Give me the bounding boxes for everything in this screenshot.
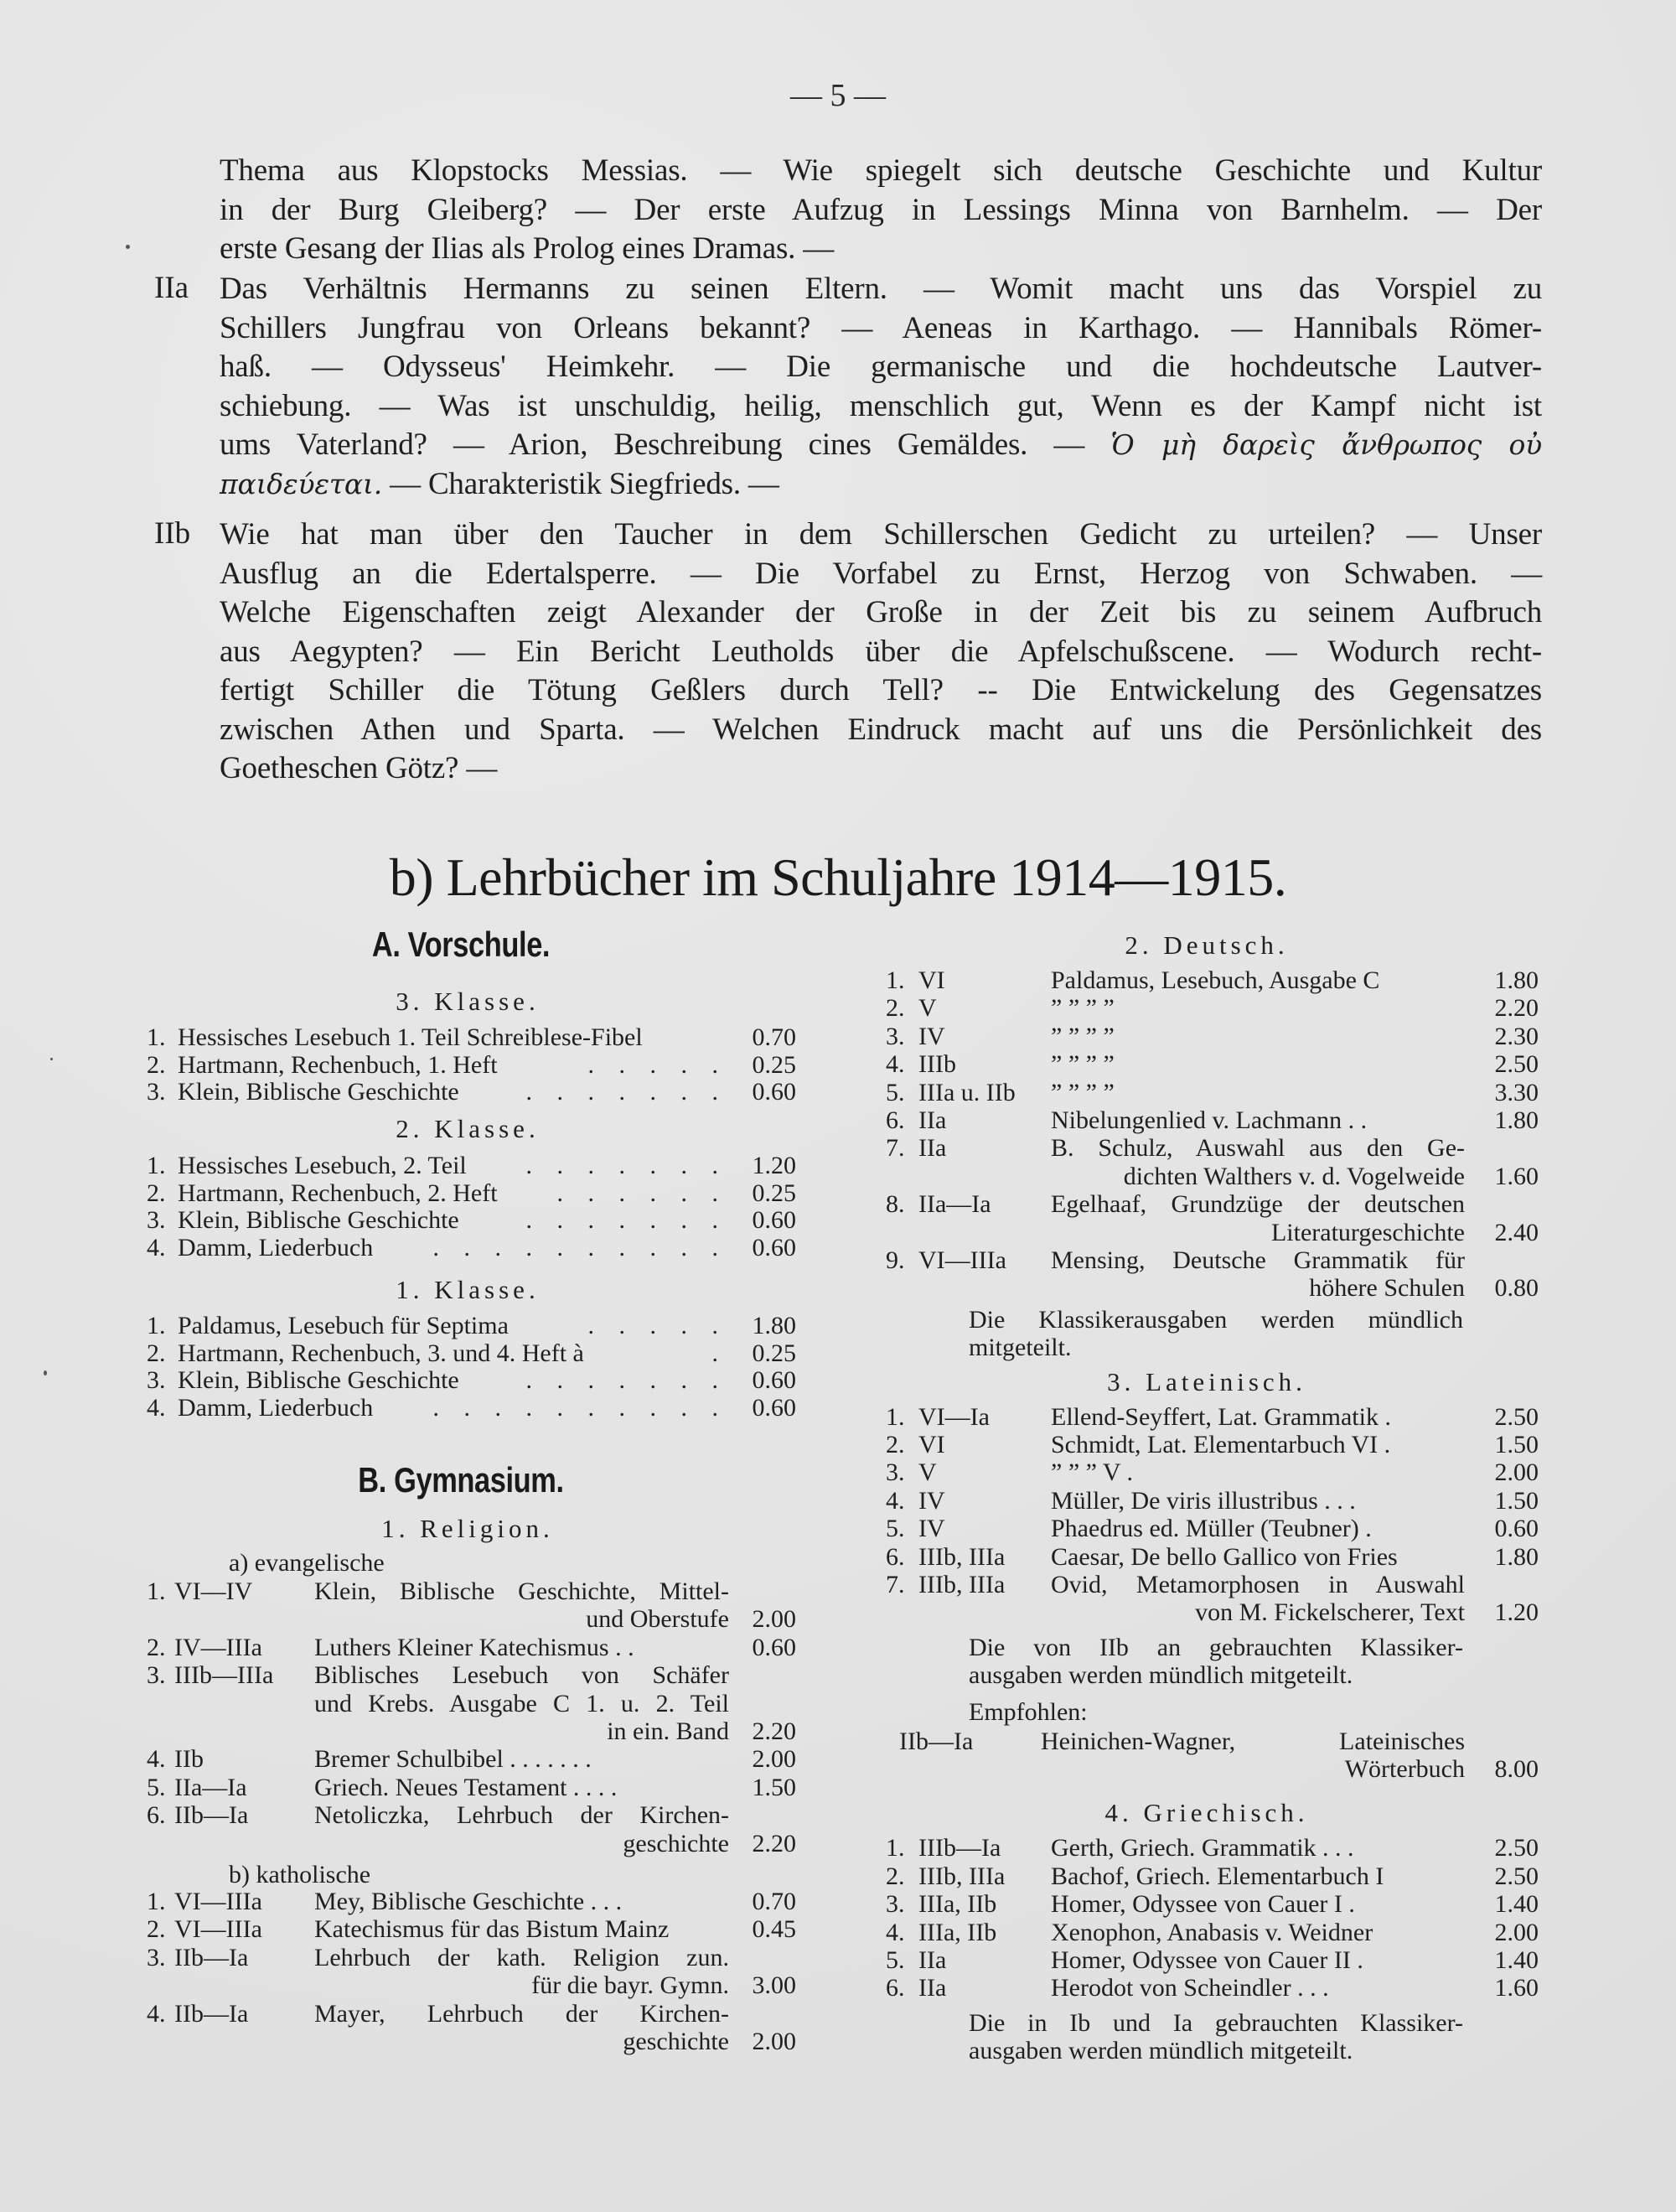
essay-topics-IIa bbox=[220, 270, 1542, 504]
text-segment: ums Vaterland? — Arion, Beschreibung cines Gemäldes. — bbox=[220, 427, 1085, 462]
book-price: 1.60 bbox=[1494, 1162, 1539, 1190]
class-label-IIa: IIa bbox=[154, 271, 189, 305]
leader-dots bbox=[392, 1394, 727, 1422]
leader-dots bbox=[392, 1339, 727, 1367]
row-number: 3. bbox=[886, 1890, 905, 1919]
book-row bbox=[147, 1152, 796, 1179]
class-range: IIIa u. IIb bbox=[918, 1078, 1016, 1106]
row-number: 4. bbox=[147, 1233, 166, 1261]
leader-dots: . . . . . . . bbox=[525, 1366, 727, 1395]
book-price: 0.60 bbox=[752, 1233, 796, 1261]
section-heading-vorschule: A. Vorschule. bbox=[371, 925, 551, 964]
book-price: 2.40 bbox=[1494, 1218, 1539, 1246]
class-range: IIIb—Ia bbox=[918, 1834, 1001, 1862]
text-line: in der Burg Gleiberg? — Der erste Aufzug in Lessings Minna von Barnhelm. — Der bbox=[220, 192, 1542, 227]
book-row bbox=[147, 1801, 796, 1857]
klasse-heading: 3. Klasse. bbox=[396, 987, 540, 1016]
recommended-label: Empfohlen: bbox=[969, 1697, 1088, 1726]
row-number: 4. bbox=[147, 1745, 166, 1774]
note-line: Die Klassikerausgaben werden mündlich bbox=[969, 1305, 1463, 1334]
class-range: IIa—Ia bbox=[918, 1190, 991, 1219]
row-number: 7. bbox=[886, 1571, 905, 1598]
book-price: 3.00 bbox=[752, 1971, 796, 2000]
book-price: 0.60 bbox=[752, 1366, 796, 1395]
class-range: VI—IV bbox=[174, 1577, 253, 1605]
page-number: — 5 — bbox=[790, 78, 886, 113]
book-row bbox=[886, 1946, 1539, 1974]
book-row bbox=[886, 1023, 1539, 1050]
text-line: Thema aus Klopstocks Messias. — Wie spiegelt sich deutsche Geschichte und Kultur bbox=[220, 153, 1542, 188]
book-title-line: und Oberstufe bbox=[586, 1605, 729, 1634]
row-number: 4. bbox=[147, 1393, 166, 1422]
text-line: Das Verhältnis Hermanns zu seinen Eltern. — Womit macht uns das Vorspiel zu bbox=[220, 272, 1542, 306]
row-number: 3. bbox=[147, 1661, 166, 1690]
leader-dots: . . . . . . . . . . bbox=[432, 1393, 727, 1422]
class-range: IIa bbox=[918, 1974, 947, 2002]
book-row bbox=[147, 1078, 796, 1106]
greek-quote-end: παιδεύεται. bbox=[220, 467, 383, 500]
class-range: VI—IIIa bbox=[174, 1915, 262, 1944]
subject-heading-deutsch: 2. Deutsch. bbox=[1125, 930, 1289, 960]
book-price: 0.60 bbox=[752, 1633, 796, 1661]
book-price: 0.60 bbox=[1494, 1515, 1539, 1543]
book-title-line: Heinichen-Wagner, Lateinisches bbox=[1041, 1727, 1465, 1755]
class-range: IIb—Ia bbox=[174, 1943, 249, 1971]
book-price: 2.20 bbox=[752, 1717, 796, 1745]
leader-dots bbox=[392, 1152, 727, 1179]
book-row bbox=[147, 1394, 796, 1422]
book-price: 0.60 bbox=[752, 1078, 796, 1106]
note-line: ausgaben werden mündlich mitgeteilt. bbox=[969, 1661, 1353, 1690]
class-range: IIIb, IIIa bbox=[918, 1542, 1006, 1571]
leader-dots bbox=[392, 1206, 727, 1234]
book-row bbox=[147, 1023, 796, 1051]
book-title-line: für die bayr. Gymn. bbox=[531, 1971, 729, 2000]
book-row bbox=[886, 966, 1539, 994]
class-range: IIa bbox=[918, 1134, 947, 1163]
row-number: 1. bbox=[147, 1577, 166, 1605]
book-title-line: Lehrbuch der kath. Religion zun. bbox=[314, 1943, 729, 1971]
class-range: IIIb, IIIa bbox=[918, 1571, 1006, 1598]
row-number: 2. bbox=[886, 1431, 905, 1458]
book-row bbox=[147, 1915, 796, 1943]
book-title-line: Luthers Kleiner Katechismus . . bbox=[314, 1633, 634, 1661]
book-row bbox=[147, 2000, 796, 2056]
book-row bbox=[147, 1179, 796, 1207]
book-title: Klein, Biblische Geschichte bbox=[178, 1206, 459, 1235]
book-title-line: Müller, De viris illustribus . . . bbox=[1051, 1486, 1356, 1515]
class-range: IIa bbox=[918, 1106, 947, 1134]
book-row bbox=[147, 1634, 796, 1661]
book-title: Hessisches Lesebuch, 2. Teil bbox=[178, 1152, 467, 1179]
class-range: IV bbox=[918, 1022, 945, 1050]
book-title-line: in ein. Band bbox=[607, 1717, 729, 1745]
note-line: Die in Ib und Ia gebrauchten Klassiker- bbox=[969, 2008, 1463, 2037]
book-price: 2.00 bbox=[752, 1605, 796, 1634]
book-price: 0.45 bbox=[752, 1915, 796, 1944]
denomination-label: b) katholische bbox=[229, 1861, 371, 1888]
row-number: 3. bbox=[886, 1458, 905, 1487]
book-row bbox=[886, 1050, 1539, 1078]
book-title-line: Mey, Biblische Geschichte . . . bbox=[314, 1888, 623, 1915]
book-row bbox=[886, 1134, 1539, 1190]
class-range: IIIa, IIb bbox=[918, 1918, 997, 1946]
book-title-line: Biblisches Lesebuch von Schäfer bbox=[314, 1661, 729, 1690]
row-number: 2. bbox=[886, 994, 905, 1023]
class-range: VI—Ia bbox=[918, 1402, 990, 1431]
book-price: 0.80 bbox=[1494, 1274, 1539, 1303]
row-number: 2. bbox=[147, 1050, 166, 1079]
row-number: 2. bbox=[147, 1633, 166, 1661]
book-price: 0.25 bbox=[752, 1339, 796, 1367]
book-title-line: ” ” ” ” bbox=[1051, 1078, 1115, 1106]
class-range: IIb—Ia bbox=[174, 1801, 249, 1830]
leader-dots: . . . . . . . bbox=[525, 1206, 727, 1235]
book-row bbox=[886, 1246, 1539, 1303]
book-row bbox=[147, 1366, 796, 1394]
row-number: 3. bbox=[886, 1022, 905, 1050]
row-number: 1. bbox=[147, 1152, 166, 1179]
leader-dots: . . . . . . . bbox=[525, 1152, 727, 1179]
book-title-line: ” ” ” ” bbox=[1051, 994, 1115, 1023]
book-title: Hessisches Lesebuch 1. Teil Schreiblese-Fibel bbox=[178, 1023, 643, 1051]
text-line: zwischen Athen und Sparta. — Welchen Eindruck macht auf uns die Persönlichkeit des bbox=[220, 712, 1542, 747]
denomination-label: a) evangelische bbox=[229, 1549, 385, 1577]
book-row bbox=[147, 1312, 796, 1339]
class-range: VI—IIIa bbox=[918, 1246, 1006, 1274]
row-number: 1. bbox=[147, 1312, 166, 1339]
row-number: 5. bbox=[886, 1515, 905, 1543]
class-range: IIIb bbox=[918, 1050, 956, 1079]
text-line: haß. — Odysseus' Heimkehr. — Die germanische und die hochdeutsche Lautver- bbox=[220, 350, 1542, 384]
book-row bbox=[886, 1190, 1539, 1246]
book-row bbox=[886, 1431, 1539, 1458]
leader-dots bbox=[392, 1312, 727, 1339]
row-number: 4. bbox=[886, 1486, 905, 1515]
book-price: 2.00 bbox=[752, 2027, 796, 2055]
book-title-line: Netoliczka, Lehrbuch der Kirchen- bbox=[314, 1801, 729, 1830]
book-title-line: Paldamus, Lesebuch, Ausgabe C bbox=[1051, 966, 1380, 994]
book-title-line: geschichte bbox=[623, 2027, 729, 2055]
book-title: Damm, Liederbuch bbox=[178, 1393, 374, 1422]
class-range: VI bbox=[918, 1431, 945, 1458]
book-row bbox=[147, 1944, 796, 2000]
row-number: 2. bbox=[147, 1339, 166, 1367]
book-title-line: Nibelungenlied v. Lachmann . . bbox=[1051, 1106, 1368, 1134]
book-row bbox=[886, 1458, 1539, 1486]
book-price: 1.40 bbox=[1494, 1946, 1539, 1974]
book-title-line: Homer, Odyssee von Cauer I . bbox=[1051, 1890, 1355, 1919]
row-number: 4. bbox=[886, 1918, 905, 1946]
leader-dots: . . . . . bbox=[587, 1312, 727, 1339]
book-price: 0.25 bbox=[752, 1050, 796, 1079]
subject-heading-religion: 1. Religion. bbox=[381, 1514, 554, 1543]
book-price: 1.50 bbox=[1494, 1431, 1539, 1458]
book-price: 1.80 bbox=[752, 1312, 796, 1339]
book-title: Paldamus, Lesebuch für Septima bbox=[178, 1312, 509, 1339]
text-line: Ausflug an die Edertalsperre. — Die Vorfabel zu Ernst, Herzog von Schwaben. — bbox=[220, 556, 1542, 591]
book-price: 0.25 bbox=[752, 1179, 796, 1207]
leader-dots: . . . . . . bbox=[556, 1179, 727, 1207]
book-price: 2.50 bbox=[1494, 1402, 1539, 1431]
book-row bbox=[886, 1834, 1539, 1862]
book-title-line: Mayer, Lehrbuch der Kirchen- bbox=[314, 1999, 729, 2028]
book-title-line: Katechismus für das Bistum Mainz bbox=[314, 1915, 670, 1944]
book-title-line: Klein, Biblische Geschichte, Mittel- bbox=[314, 1577, 729, 1605]
row-number: 5. bbox=[147, 1773, 166, 1801]
paper-speck bbox=[50, 1058, 53, 1060]
book-title-line: Phaedrus ed. Müller (Teubner) . bbox=[1051, 1515, 1372, 1543]
text-line: Wie hat man über den Taucher in dem Schillerschen Gedicht zu urteilen? — Unser bbox=[220, 517, 1542, 552]
leader-dots bbox=[392, 1234, 727, 1261]
text-line: fertigt Schiller die Tötung Geßlers durch Tell? -- Die Entwickelung des Gegensatzes bbox=[220, 673, 1542, 707]
class-range: IIb—Ia bbox=[899, 1727, 974, 1755]
row-number: 1. bbox=[886, 1402, 905, 1431]
book-title-line: von M. Fickelscherer, Text bbox=[1195, 1598, 1465, 1627]
book-title-line: Caesar, De bello Gallico von Fries bbox=[1051, 1542, 1398, 1571]
book-title-line: höhere Schulen bbox=[1309, 1274, 1465, 1303]
text-line: schiebung. — Was ist unschuldig, heilig, menschlich gut, Wenn es der Kampf nicht ist bbox=[220, 388, 1542, 423]
class-range: IIIb—IIIa bbox=[174, 1661, 274, 1690]
book-title: Damm, Liederbuch bbox=[178, 1233, 374, 1261]
row-number: 3. bbox=[147, 1206, 166, 1235]
book-price: 2.00 bbox=[1494, 1458, 1539, 1487]
subject-heading-lateinisch: 3. Lateinisch. bbox=[1107, 1366, 1306, 1396]
main-heading: b) Lehrbücher im Schuljahre 1914—1915. bbox=[389, 847, 1287, 907]
book-price: 2.00 bbox=[1494, 1918, 1539, 1946]
book-price: 1.60 bbox=[1494, 1974, 1539, 2002]
book-row bbox=[886, 1543, 1539, 1571]
book-price: 2.50 bbox=[1494, 1834, 1539, 1862]
row-number: 2. bbox=[886, 1862, 905, 1890]
leader-dots: . . . . . . . bbox=[525, 1078, 727, 1106]
leader-dots: . . . . . bbox=[587, 1050, 727, 1079]
book-price: 0.60 bbox=[752, 1393, 796, 1422]
text-line bbox=[220, 426, 1542, 465]
row-number: 1. bbox=[886, 966, 905, 994]
row-number: 9. bbox=[886, 1246, 905, 1274]
book-price: 1.50 bbox=[1494, 1486, 1539, 1515]
recommended-book-row bbox=[899, 1728, 1539, 1784]
book-row bbox=[147, 1234, 796, 1261]
book-price: 0.70 bbox=[752, 1888, 796, 1915]
greek-quote: Ὁ μὴ δαρεὶς ἄνθρωπος οὐ bbox=[1110, 428, 1542, 461]
book-row bbox=[147, 1339, 796, 1367]
row-number: 1. bbox=[147, 1888, 166, 1915]
row-number: 6. bbox=[147, 1801, 166, 1830]
book-price: 1.80 bbox=[1494, 1542, 1539, 1571]
class-range: IIIa, IIb bbox=[918, 1890, 997, 1919]
book-title-line: Griech. Neues Testament . . . . bbox=[314, 1773, 618, 1801]
class-range: VI bbox=[918, 966, 945, 994]
book-price: 1.20 bbox=[752, 1152, 796, 1179]
class-label-IIb: IIb bbox=[154, 516, 191, 551]
book-price: 2.20 bbox=[752, 1829, 796, 1857]
paper-speck bbox=[126, 245, 130, 249]
book-row bbox=[147, 1888, 796, 1915]
text-line: Schillers Jungfrau von Orleans bekannt? — Aeneas in Karthago. — Hannibals Römer- bbox=[220, 310, 1542, 345]
book-row bbox=[886, 1974, 1539, 2002]
class-range: IIb bbox=[174, 1745, 204, 1774]
book-row bbox=[147, 1051, 796, 1079]
leader-dots: . . . . . . . . . . bbox=[432, 1233, 727, 1261]
class-range: IIIb, IIIa bbox=[918, 1862, 1006, 1890]
book-title-line: Mensing, Deutsche Grammatik für bbox=[1051, 1246, 1465, 1274]
book-title-line: ” ” ” V . bbox=[1051, 1458, 1134, 1487]
class-range: V bbox=[918, 994, 937, 1023]
row-number: 2. bbox=[147, 1179, 166, 1207]
leader-dots bbox=[392, 1179, 727, 1207]
book-title-line: ” ” ” ” bbox=[1051, 1050, 1115, 1079]
book-price: 0.70 bbox=[752, 1023, 796, 1051]
book-row bbox=[886, 1079, 1539, 1106]
book-price: 2.20 bbox=[1494, 994, 1539, 1023]
row-number: 5. bbox=[886, 1946, 905, 1974]
book-title: Klein, Biblische Geschichte bbox=[178, 1366, 459, 1395]
book-price: 1.50 bbox=[752, 1773, 796, 1801]
book-title-line: Gerth, Griech. Grammatik . . . bbox=[1051, 1834, 1354, 1862]
klasse-heading: 2. Klasse. bbox=[396, 1114, 540, 1143]
class-range: V bbox=[918, 1458, 937, 1487]
book-title-line: Egelhaaf, Grundzüge der deutschen bbox=[1051, 1190, 1465, 1219]
book-title: Klein, Biblische Geschichte bbox=[178, 1078, 459, 1106]
class-range: IIb—Ia bbox=[174, 1999, 249, 2028]
book-price: 1.80 bbox=[1494, 966, 1539, 994]
book-title-line: dichten Walthers v. d. Vogelweide bbox=[1123, 1162, 1465, 1190]
row-number: 2. bbox=[147, 1915, 166, 1944]
book-row bbox=[147, 1661, 796, 1745]
book-title-line: Ellend-Seyffert, Lat. Grammatik . bbox=[1051, 1402, 1391, 1431]
row-number: 8. bbox=[886, 1190, 905, 1219]
book-title-line: ” ” ” ” bbox=[1051, 1022, 1115, 1050]
book-title-line: Xenophon, Anabasis v. Weidner bbox=[1051, 1918, 1373, 1946]
row-number: 6. bbox=[886, 1106, 905, 1134]
class-range: IV bbox=[918, 1515, 945, 1543]
book-row bbox=[147, 1577, 796, 1634]
row-number: 1. bbox=[886, 1834, 905, 1862]
book-row bbox=[886, 994, 1539, 1022]
klasse-heading: 1. Klasse. bbox=[396, 1275, 540, 1304]
book-row bbox=[886, 1571, 1539, 1627]
book-price: 3.30 bbox=[1494, 1078, 1539, 1106]
book-title-line: und Krebs. Ausgabe C 1. u. 2. Teil bbox=[314, 1689, 729, 1717]
book-price: 2.30 bbox=[1494, 1022, 1539, 1050]
text-segment: — Charakteristik Siegfrieds. — bbox=[390, 466, 779, 501]
leader-dots bbox=[392, 1051, 727, 1079]
row-number: 3. bbox=[147, 1366, 166, 1395]
leader-dots bbox=[392, 1078, 727, 1106]
book-price: 2.50 bbox=[1494, 1862, 1539, 1890]
row-number: 4. bbox=[147, 1999, 166, 2028]
book-title-line: geschichte bbox=[623, 1829, 729, 1857]
row-number: 1. bbox=[147, 1023, 166, 1051]
row-number: 6. bbox=[886, 1542, 905, 1571]
book-title-line: Schmidt, Lat. Elementarbuch VI . bbox=[1051, 1431, 1391, 1458]
text-line: erste Gesang der Ilias als Prolog eines Dramas. — bbox=[220, 231, 835, 266]
text-line: Welche Eigenschaften zeigt Alexander der Große in der Zeit bis zu seinem Aufbruch bbox=[220, 595, 1542, 629]
book-row bbox=[147, 1206, 796, 1234]
book-title-line: Wörterbuch bbox=[1344, 1754, 1465, 1783]
book-title-line: B. Schulz, Auswahl aus den Ge- bbox=[1051, 1134, 1465, 1163]
note-line: ausgaben werden mündlich mitgeteilt. bbox=[969, 2037, 1353, 2065]
book-title-line: Literaturgeschichte bbox=[1270, 1218, 1465, 1246]
row-number: 7. bbox=[886, 1134, 905, 1163]
leader-dots: . bbox=[711, 1339, 727, 1367]
essay-topics-intro bbox=[220, 152, 1542, 269]
note-line: Die von IIb an gebrauchten Klassiker- bbox=[969, 1633, 1463, 1661]
text-line: Goetheschen Götz? — bbox=[220, 751, 498, 785]
book-price: 0.60 bbox=[752, 1206, 796, 1235]
book-title-line: Homer, Odyssee von Cauer II . bbox=[1051, 1946, 1363, 1974]
book-row bbox=[886, 1487, 1539, 1515]
book-title: Hartmann, Rechenbuch, 2. Heft bbox=[178, 1179, 498, 1207]
book-row bbox=[886, 1106, 1539, 1134]
class-range: IV bbox=[918, 1486, 945, 1515]
book-price: 1.40 bbox=[1494, 1890, 1539, 1919]
text-line bbox=[220, 465, 1542, 505]
book-title: Hartmann, Rechenbuch, 1. Heft bbox=[178, 1050, 498, 1079]
leader-dots bbox=[392, 1366, 727, 1394]
book-title-line: Bachof, Griech. Elementarbuch I bbox=[1051, 1862, 1384, 1890]
book-price: 2.00 bbox=[752, 1745, 796, 1774]
book-row bbox=[886, 1862, 1539, 1890]
row-number: 3. bbox=[147, 1943, 166, 1971]
class-range: IIa bbox=[918, 1946, 947, 1974]
book-row bbox=[886, 1403, 1539, 1431]
essay-topics-IIb bbox=[220, 515, 1542, 789]
book-title: Hartmann, Rechenbuch, 3. und 4. Heft à bbox=[178, 1339, 584, 1367]
note-line: mitgeteilt. bbox=[969, 1334, 1072, 1362]
class-range: VI—IIIa bbox=[174, 1888, 262, 1915]
book-row bbox=[147, 1745, 796, 1773]
row-number: 6. bbox=[886, 1974, 905, 2002]
book-price: 1.20 bbox=[1494, 1598, 1539, 1627]
book-row bbox=[886, 1890, 1539, 1918]
row-number: 4. bbox=[886, 1050, 905, 1079]
book-row bbox=[886, 1919, 1539, 1946]
book-row bbox=[886, 1515, 1539, 1542]
class-range: IV—IIIa bbox=[174, 1633, 262, 1661]
book-title-line: Ovid, Metamorphosen in Auswahl bbox=[1051, 1571, 1465, 1598]
book-price: 2.50 bbox=[1494, 1050, 1539, 1079]
book-title-line: Bremer Schulbibel . . . . . . . bbox=[314, 1745, 592, 1774]
section-heading-gymnasium: B. Gymnasium. bbox=[358, 1460, 564, 1500]
text-line: aus Aegypten? — Ein Bericht Leutholds über die Apfelschußscene. — Wodurch recht- bbox=[220, 634, 1542, 669]
book-title-line: Herodot von Scheindler . . . bbox=[1051, 1974, 1329, 2002]
book-price: 8.00 bbox=[1494, 1754, 1539, 1783]
row-number: 5. bbox=[886, 1078, 905, 1106]
subject-heading-griechisch: 4. Griechisch. bbox=[1104, 1798, 1309, 1828]
book-row bbox=[147, 1774, 796, 1801]
class-range: IIa—Ia bbox=[174, 1773, 247, 1801]
row-number: 3. bbox=[147, 1078, 166, 1106]
book-price: 1.80 bbox=[1494, 1106, 1539, 1134]
paper-speck bbox=[44, 1370, 47, 1375]
